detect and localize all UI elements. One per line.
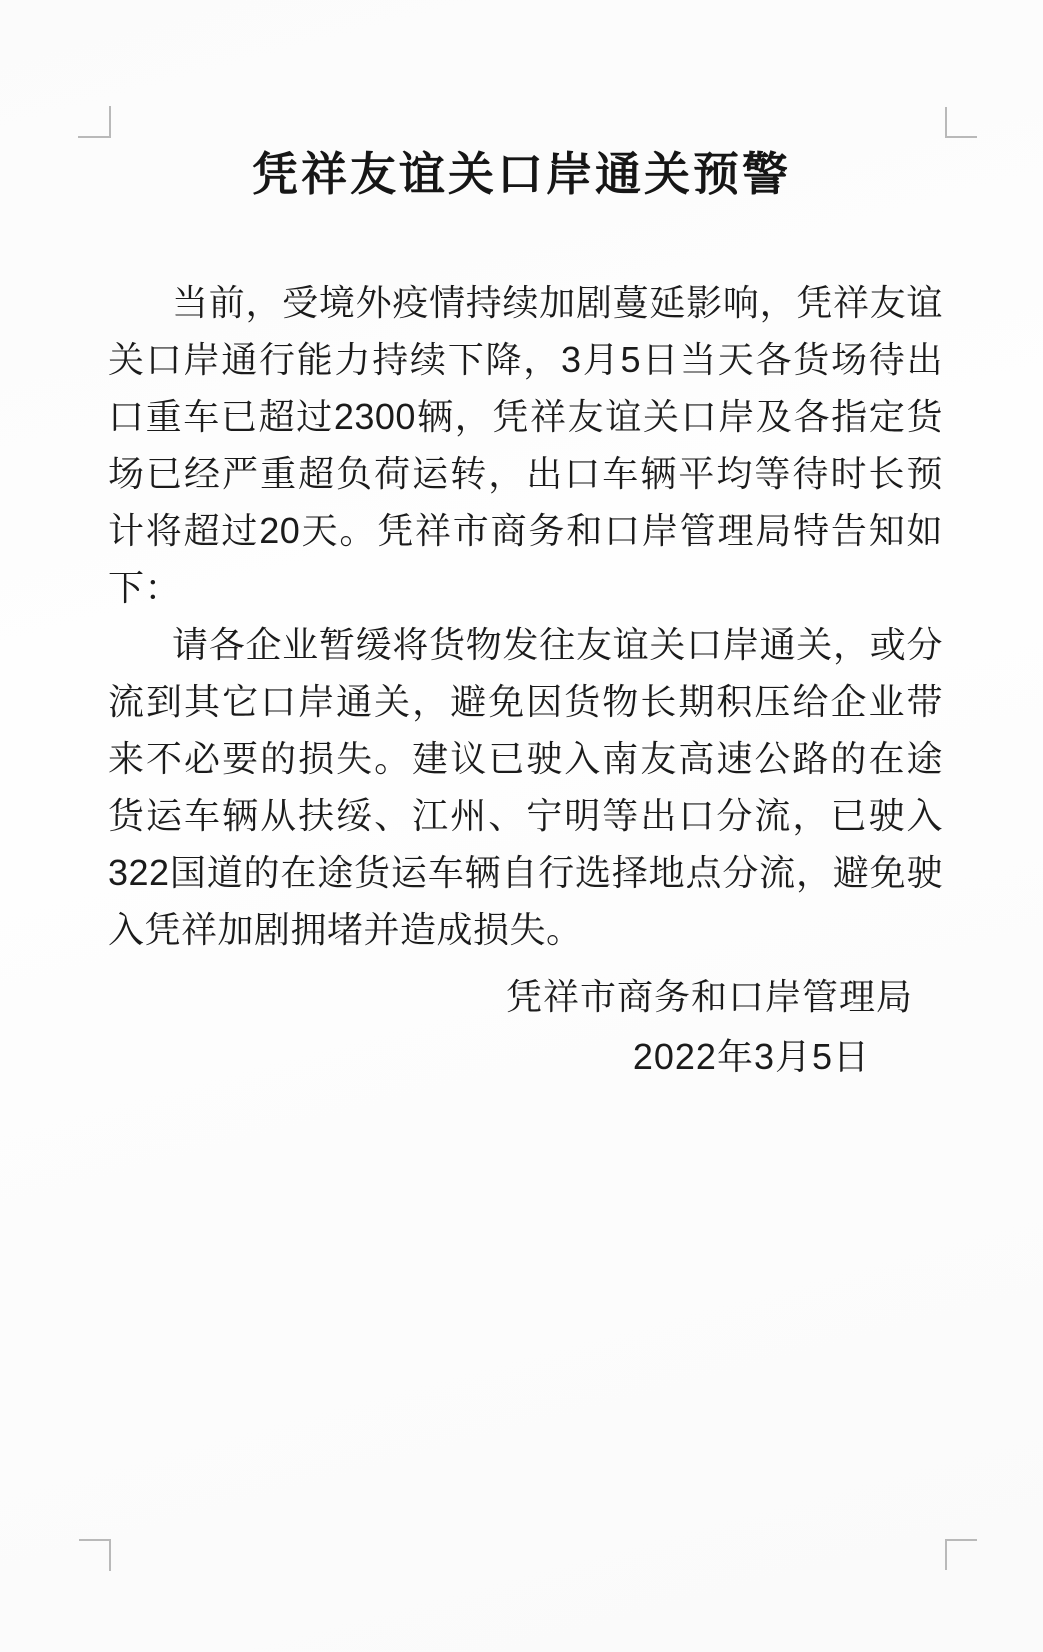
paragraph-1: 当前，受境外疫情持续加剧蔓延影响，凭祥友谊关口岸通行能力持续下降，3月5日当天各货场待出口重车已超过2300辆，凭祥友谊关口岸及各指定货场已经严重超负荷运转，出口车辆平均等待时长预计将超过20天。凭祥市商务和口岸管理局特告知如下： [108,282,943,608]
date-line: 2022年3月5日 [632,1036,870,1077]
scan-corner-bottom-left-icon [79,1539,111,1571]
signature-line: 凭祥市商务和口岸管理局 [505,976,913,1017]
document-title: 凭祥友谊关口岸通关预警 [252,148,791,200]
document-body [108,274,943,958]
scan-corner-bottom-right-icon [945,1539,977,1570]
scan-corner-top-left-icon [78,106,111,138]
scan-corner-top-right-icon [945,107,977,138]
paragraph-2: 请各企业暂缓将货物发往友谊关口岸通关，或分流到其它口岸通关，避免因货物长期积压给企业带来不必要的损失。建议已驶入南友高速公路的在途货运车辆从扶绥、江州、宁明等出口分流，已驶入322国道的在途货运车辆自行选择地点分流，避免驶入凭祥加剧拥堵并造成损失。 [108,624,943,950]
